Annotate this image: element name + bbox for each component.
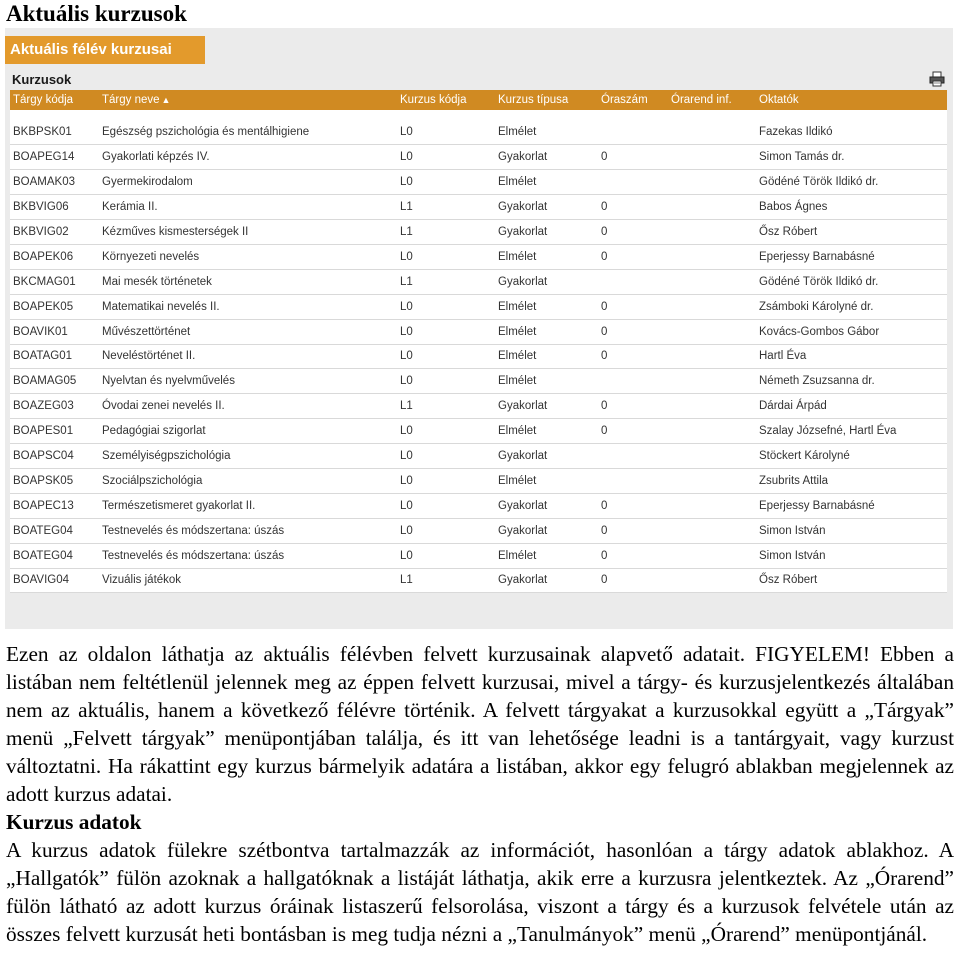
cell-subject-code[interactable]: BOAZEG03 <box>10 394 99 419</box>
cell-teachers[interactable]: Simon István <box>756 543 947 568</box>
cell-course-code[interactable]: L0 <box>397 493 495 518</box>
cell-subject-code[interactable]: BOAVIK01 <box>10 319 99 344</box>
cell-course-type[interactable]: Elmélet <box>495 419 598 444</box>
cell-hours[interactable]: 0 <box>598 568 668 593</box>
cell-teachers[interactable]: Kovács-Gombos Gábor <box>756 319 947 344</box>
cell-timetable-info[interactable] <box>668 344 756 369</box>
cell-subject-code[interactable]: BOAPEK06 <box>10 244 99 269</box>
cell-subject-code[interactable]: BOAPEC13 <box>10 493 99 518</box>
cell-timetable-info[interactable] <box>668 568 756 593</box>
table-row[interactable] <box>10 195 947 220</box>
cell-subject-name[interactable]: Művészettörténet <box>99 319 397 344</box>
cell-hours[interactable]: 0 <box>598 394 668 419</box>
table-row[interactable] <box>10 543 947 568</box>
cell-course-type[interactable]: Elmélet <box>495 170 598 195</box>
document-body <box>6 640 954 948</box>
cell-course-type[interactable]: Elmélet <box>495 344 598 369</box>
cell-course-code[interactable]: L0 <box>397 294 495 319</box>
cell-course-type[interactable]: Gyakorlat <box>495 568 598 593</box>
cell-course-type[interactable]: Gyakorlat <box>495 269 598 294</box>
cell-course-type[interactable]: Gyakorlat <box>495 195 598 220</box>
cell-subject-name[interactable]: Személyiségpszichológia <box>99 444 397 469</box>
column-header-teachers[interactable]: Oktatók <box>756 90 947 110</box>
cell-hours[interactable]: 0 <box>598 145 668 170</box>
cell-course-code[interactable]: L0 <box>397 518 495 543</box>
column-header-subject-code[interactable]: Tárgy kódja <box>10 90 99 110</box>
cell-teachers[interactable]: Németh Zsuzsanna dr. <box>756 369 947 394</box>
cell-timetable-info[interactable] <box>668 518 756 543</box>
cell-course-code[interactable]: L0 <box>397 319 495 344</box>
cell-course-code[interactable]: L1 <box>397 568 495 593</box>
cell-subject-name[interactable]: Mai mesék történetek <box>99 269 397 294</box>
cell-teachers[interactable]: Eperjessy Barnabásné <box>756 493 947 518</box>
cell-subject-name[interactable]: Egészség pszichológia és mentálhigiene <box>99 120 397 145</box>
cell-subject-code[interactable]: BOAMAK03 <box>10 170 99 195</box>
cell-timetable-info[interactable] <box>668 294 756 319</box>
cell-course-type[interactable]: Gyakorlat <box>495 493 598 518</box>
cell-timetable-info[interactable] <box>668 444 756 469</box>
cell-timetable-info[interactable] <box>668 319 756 344</box>
cell-course-code[interactable]: L0 <box>397 419 495 444</box>
cell-subject-code[interactable]: BOAVIG04 <box>10 568 99 593</box>
cell-subject-name[interactable]: Testnevelés és módszertana: úszás <box>99 543 397 568</box>
table-row[interactable] <box>10 244 947 269</box>
cell-course-code[interactable]: L0 <box>397 468 495 493</box>
column-header-label: Tárgy neve <box>102 94 160 106</box>
cell-hours[interactable]: 0 <box>598 543 668 568</box>
cell-teachers[interactable]: Eperjessy Barnabásné <box>756 244 947 269</box>
table-row[interactable] <box>10 493 947 518</box>
cell-teachers[interactable]: Zsubrits Attila <box>756 468 947 493</box>
cell-timetable-info[interactable] <box>668 543 756 568</box>
cell-teachers[interactable]: Szalay Józsefné, Hartl Éva <box>756 419 947 444</box>
cell-subject-name[interactable]: Gyakorlati képzés IV. <box>99 145 397 170</box>
cell-teachers[interactable]: Dárdai Árpád <box>756 394 947 419</box>
column-header-course-code[interactable]: Kurzus kódja <box>397 90 495 110</box>
cell-course-code[interactable]: L1 <box>397 220 495 245</box>
table-row[interactable] <box>10 269 947 294</box>
course-data-paragraph: A kurzus adatok fülekre szétbontva tartalmazzák az információt, hasonlóan a tárgy adatok ablakhoz. A „Hallgatók” fülön azoknak a hallgatóknak a listáját láthatja, akik erre a kurzusra jelentkeztek. Az „Órarend” fülön látható az adott kurzus óráinak listaszerű felsorolása, viszont a tárgy és a kurzusok felvétele után az összes felvett kurzusát heti bontásban is meg tudja nézni a „Tanulmányok” menü „Órarend” menüpontjánál. <box>6 838 954 946</box>
cell-hours[interactable] <box>598 468 668 493</box>
section-title: Kurzusok <box>12 72 72 87</box>
table-spacer <box>10 110 947 120</box>
table-row[interactable] <box>10 394 947 419</box>
tab-current-semester-courses[interactable]: Aktuális félév kurzusai <box>5 36 205 64</box>
cell-subject-code[interactable]: BOAPEG14 <box>10 145 99 170</box>
cell-subject-name[interactable]: Gyermekirodalom <box>99 170 397 195</box>
cell-course-type[interactable]: Elmélet <box>495 120 598 145</box>
cell-subject-code[interactable]: BOAPEK05 <box>10 294 99 319</box>
cell-course-type[interactable]: Elmélet <box>495 294 598 319</box>
cell-course-type[interactable]: Elmélet <box>495 244 598 269</box>
cell-subject-code[interactable]: BOATEG04 <box>10 543 99 568</box>
printer-icon[interactable] <box>929 71 945 87</box>
courses-table <box>10 90 947 593</box>
cell-subject-name[interactable]: Kézműves kismesterségek II <box>99 220 397 245</box>
cell-timetable-info[interactable] <box>668 419 756 444</box>
cell-subject-name[interactable]: Nyelvtan és nyelvművelés <box>99 369 397 394</box>
cell-course-type[interactable]: Elmélet <box>495 468 598 493</box>
table-row[interactable] <box>10 170 947 195</box>
cell-teachers[interactable]: Gödéné Török Ildikó dr. <box>756 170 947 195</box>
cell-course-type[interactable]: Elmélet <box>495 543 598 568</box>
cell-hours[interactable] <box>598 369 668 394</box>
cell-subject-name[interactable]: Vizuális játékok <box>99 568 397 593</box>
cell-timetable-info[interactable] <box>668 269 756 294</box>
cell-subject-code[interactable]: BOAPSK05 <box>10 468 99 493</box>
cell-subject-name[interactable]: Neveléstörténet II. <box>99 344 397 369</box>
cell-subject-name[interactable]: Testnevelés és módszertana: úszás <box>99 518 397 543</box>
cell-teachers[interactable]: Stöckert Károlyné <box>756 444 947 469</box>
cell-subject-name[interactable]: Matematikai nevelés II. <box>99 294 397 319</box>
cell-timetable-info[interactable] <box>668 468 756 493</box>
cell-timetable-info[interactable] <box>668 369 756 394</box>
cell-subject-code[interactable]: BKBPSK01 <box>10 120 99 145</box>
table-row[interactable] <box>10 369 947 394</box>
cell-course-code[interactable]: L0 <box>397 120 495 145</box>
cell-course-code[interactable]: L0 <box>397 369 495 394</box>
cell-course-code[interactable]: L0 <box>397 170 495 195</box>
cell-course-code[interactable]: L1 <box>397 269 495 294</box>
table-row[interactable] <box>10 518 947 543</box>
cell-course-code[interactable]: L0 <box>397 145 495 170</box>
table-row[interactable] <box>10 120 947 145</box>
cell-teachers[interactable]: Zsámboki Károlyné dr. <box>756 294 947 319</box>
cell-hours[interactable]: 0 <box>598 344 668 369</box>
cell-teachers[interactable]: Fazekas Ildikó <box>756 120 947 145</box>
table-row[interactable] <box>10 220 947 245</box>
cell-subject-code[interactable]: BOAPES01 <box>10 419 99 444</box>
column-header-subject-name[interactable] <box>99 90 397 110</box>
cell-subject-name[interactable]: Óvodai zenei nevelés II. <box>99 394 397 419</box>
cell-course-code[interactable]: L1 <box>397 195 495 220</box>
cell-subject-name[interactable]: Környezeti nevelés <box>99 244 397 269</box>
column-header-course-type[interactable]: Kurzus típusa <box>495 90 598 110</box>
cell-subject-name[interactable]: Szociálpszichológia <box>99 468 397 493</box>
cell-teachers[interactable]: Ősz Róbert <box>756 568 947 593</box>
cell-hours[interactable] <box>598 444 668 469</box>
cell-timetable-info[interactable] <box>668 220 756 245</box>
cell-course-code[interactable]: L0 <box>397 344 495 369</box>
cell-timetable-info[interactable] <box>668 145 756 170</box>
sort-ascending-icon: ▲ <box>161 95 171 105</box>
intro-paragraph: Ezen az oldalon láthatja az aktuális félévben felvett kurzusainak alapvető adatait. FIGYELEM! Ebben a listában nem feltétlenül jelennek meg az éppen felvett kurzusai, mivel a tárgy- és kurzusjelentkezés általában nem az aktuális, hanem a következő félévre történik. A felvett tárgyakat a kurzusokkal együtt a „Tárgyak” menü „Felvett tárgyak” menüpontjában találja, és itt van lehetősége leadni is a tantárgyait, vagy kurzust változtatni. Ha rákattint egy kurzus bármelyik adatára a listában, akkor egy felugró ablakban megjelennek az adott kurzus adatai. <box>6 642 954 806</box>
cell-teachers[interactable]: Babos Ágnes <box>756 195 947 220</box>
cell-timetable-info[interactable] <box>668 120 756 145</box>
cell-timetable-info[interactable] <box>668 493 756 518</box>
cell-timetable-info[interactable] <box>668 195 756 220</box>
table-row[interactable] <box>10 319 947 344</box>
cell-subject-code[interactable]: BKBVIG02 <box>10 220 99 245</box>
table-row[interactable] <box>10 294 947 319</box>
cell-course-code[interactable]: L0 <box>397 244 495 269</box>
cell-course-code[interactable]: L1 <box>397 394 495 419</box>
cell-subject-code[interactable]: BOAPSC04 <box>10 444 99 469</box>
cell-teachers[interactable]: Simon István <box>756 518 947 543</box>
cell-hours[interactable]: 0 <box>598 518 668 543</box>
table-row[interactable] <box>10 145 947 170</box>
cell-teachers[interactable]: Simon Tamás dr. <box>756 145 947 170</box>
column-header-timetable-info[interactable]: Órarend inf. <box>668 90 756 110</box>
cell-subject-code[interactable]: BOAMAG05 <box>10 369 99 394</box>
table-row[interactable] <box>10 419 947 444</box>
cell-course-type[interactable]: Gyakorlat <box>495 444 598 469</box>
cell-course-type[interactable]: Gyakorlat <box>495 145 598 170</box>
cell-course-code[interactable]: L0 <box>397 444 495 469</box>
cell-hours[interactable]: 0 <box>598 419 668 444</box>
cell-course-code[interactable]: L0 <box>397 543 495 568</box>
cell-hours[interactable]: 0 <box>598 244 668 269</box>
cell-hours[interactable]: 0 <box>598 493 668 518</box>
cell-hours[interactable] <box>598 120 668 145</box>
column-header-hours[interactable]: Óraszám <box>598 90 668 110</box>
cell-course-type[interactable]: Gyakorlat <box>495 394 598 419</box>
cell-hours[interactable]: 0 <box>598 195 668 220</box>
table-row[interactable] <box>10 468 947 493</box>
cell-hours[interactable] <box>598 269 668 294</box>
page-title: Aktuális kurzusok <box>6 1 187 26</box>
table-row[interactable] <box>10 568 947 593</box>
cell-timetable-info[interactable] <box>668 244 756 269</box>
table-body <box>10 110 947 593</box>
cell-teachers[interactable]: Ősz Róbert <box>756 220 947 245</box>
cell-subject-code[interactable]: BKCMAG01 <box>10 269 99 294</box>
cell-course-type[interactable]: Elmélet <box>495 319 598 344</box>
cell-teachers[interactable]: Hartl Éva <box>756 344 947 369</box>
courses-panel <box>5 28 953 629</box>
cell-subject-code[interactable]: BOATEG04 <box>10 518 99 543</box>
cell-subject-name[interactable]: Természetismeret gyakorlat II. <box>99 493 397 518</box>
cell-course-type[interactable]: Gyakorlat <box>495 220 598 245</box>
table-row[interactable] <box>10 444 947 469</box>
cell-hours[interactable] <box>598 170 668 195</box>
cell-hours[interactable]: 0 <box>598 220 668 245</box>
cell-subject-code[interactable]: BOATAG01 <box>10 344 99 369</box>
table-header-row <box>10 90 947 110</box>
cell-timetable-info[interactable] <box>668 170 756 195</box>
cell-subject-code[interactable]: BKBVIG06 <box>10 195 99 220</box>
cell-hours[interactable]: 0 <box>598 294 668 319</box>
cell-course-type[interactable]: Elmélet <box>495 369 598 394</box>
cell-timetable-info[interactable] <box>668 394 756 419</box>
cell-hours[interactable]: 0 <box>598 319 668 344</box>
cell-subject-name[interactable]: Kerámia II. <box>99 195 397 220</box>
cell-subject-name[interactable]: Pedagógiai szigorlat <box>99 419 397 444</box>
cell-course-type[interactable]: Gyakorlat <box>495 518 598 543</box>
table-row[interactable] <box>10 344 947 369</box>
cell-teachers[interactable]: Gödéné Török Ildikó dr. <box>756 269 947 294</box>
subheading-course-data: Kurzus adatok <box>6 810 142 834</box>
